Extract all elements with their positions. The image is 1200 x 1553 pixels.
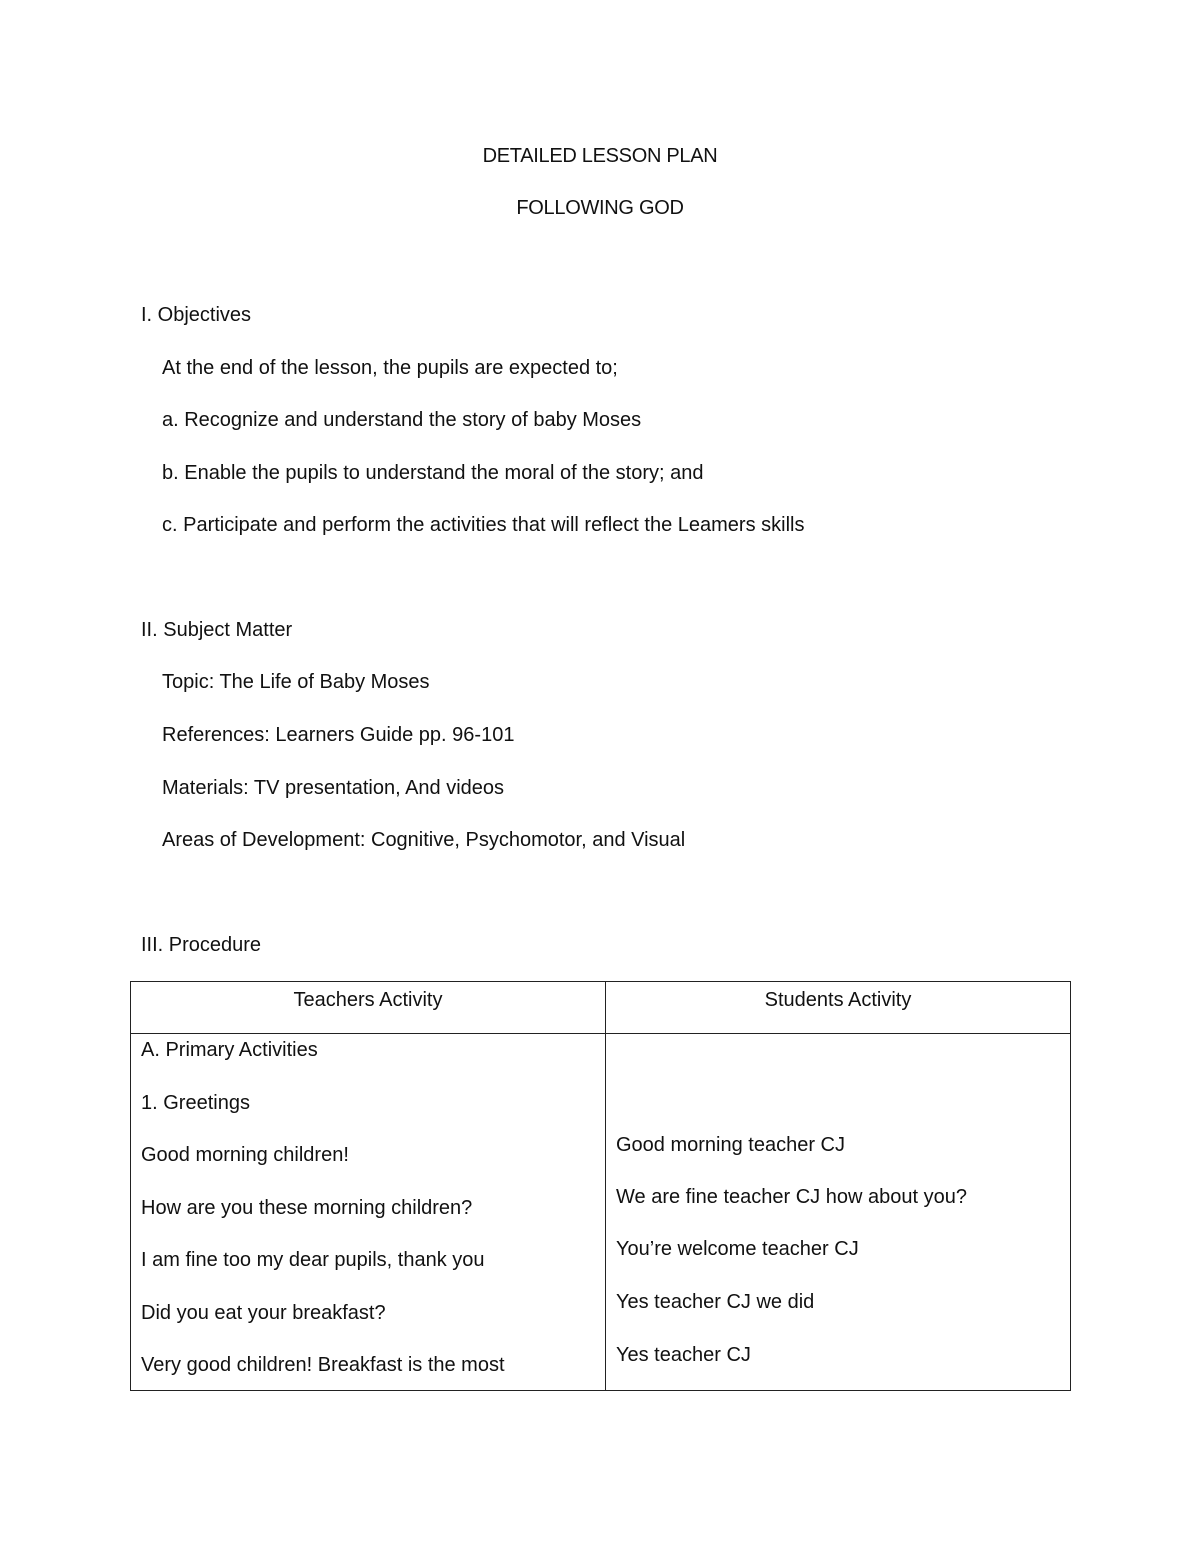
procedure-table-row [131, 1034, 1071, 1391]
subject-references: References: Learners Guide pp. 96-101 [162, 724, 515, 746]
student-line: We are fine teacher CJ how about you? [616, 1186, 967, 1208]
teachers-activity-header: Teachers Activity [131, 982, 606, 1034]
objectives-intro: At the end of the lesson, the pupils are expected to; [162, 357, 618, 379]
teacher-line: 1. Greetings [141, 1092, 250, 1114]
students-activity-cell [606, 1034, 1071, 1391]
procedure-table [130, 981, 1071, 1391]
objective-item-b: b. Enable the pupils to understand the moral of the story; and [162, 462, 704, 484]
teachers-activity-cell [131, 1034, 606, 1391]
teacher-line: Good morning children! [141, 1144, 349, 1166]
subject-matter-heading: II. Subject Matter [141, 619, 293, 641]
procedure-table-header-row [131, 982, 1071, 1034]
student-line: Good morning teacher CJ [616, 1134, 846, 1156]
page-title: DETAILED LESSON PLAN [482, 145, 718, 167]
page-subtitle: FOLLOWING GOD [516, 197, 684, 219]
students-activity-header: Students Activity [606, 982, 1071, 1034]
objective-item-a: a. Recognize and understand the story of baby Moses [162, 409, 642, 431]
subject-topic: Topic: The Life of Baby Moses [162, 671, 430, 693]
subject-materials: Materials: TV presentation, And videos [162, 777, 505, 799]
objectives-heading: I. Objectives [141, 304, 252, 326]
teacher-line: Did you eat your breakfast? [141, 1302, 386, 1324]
student-line: Yes teacher CJ we did [616, 1291, 815, 1313]
teacher-line: Very good children! Breakfast is the most [141, 1354, 505, 1376]
subject-areas: Areas of Development: Cognitive, Psychomotor, and Visual [162, 829, 686, 851]
procedure-heading: III. Procedure [141, 934, 262, 956]
objective-item-c: c. Participate and perform the activities that will reflect the Leamers skills [162, 514, 805, 536]
student-line: You’re welcome teacher CJ [616, 1238, 859, 1260]
teacher-line: I am fine too my dear pupils, thank you [141, 1249, 485, 1271]
student-line: Yes teacher CJ [616, 1344, 751, 1366]
teacher-line: A. Primary Activities [141, 1039, 318, 1061]
teacher-line: How are you these morning children? [141, 1197, 473, 1219]
